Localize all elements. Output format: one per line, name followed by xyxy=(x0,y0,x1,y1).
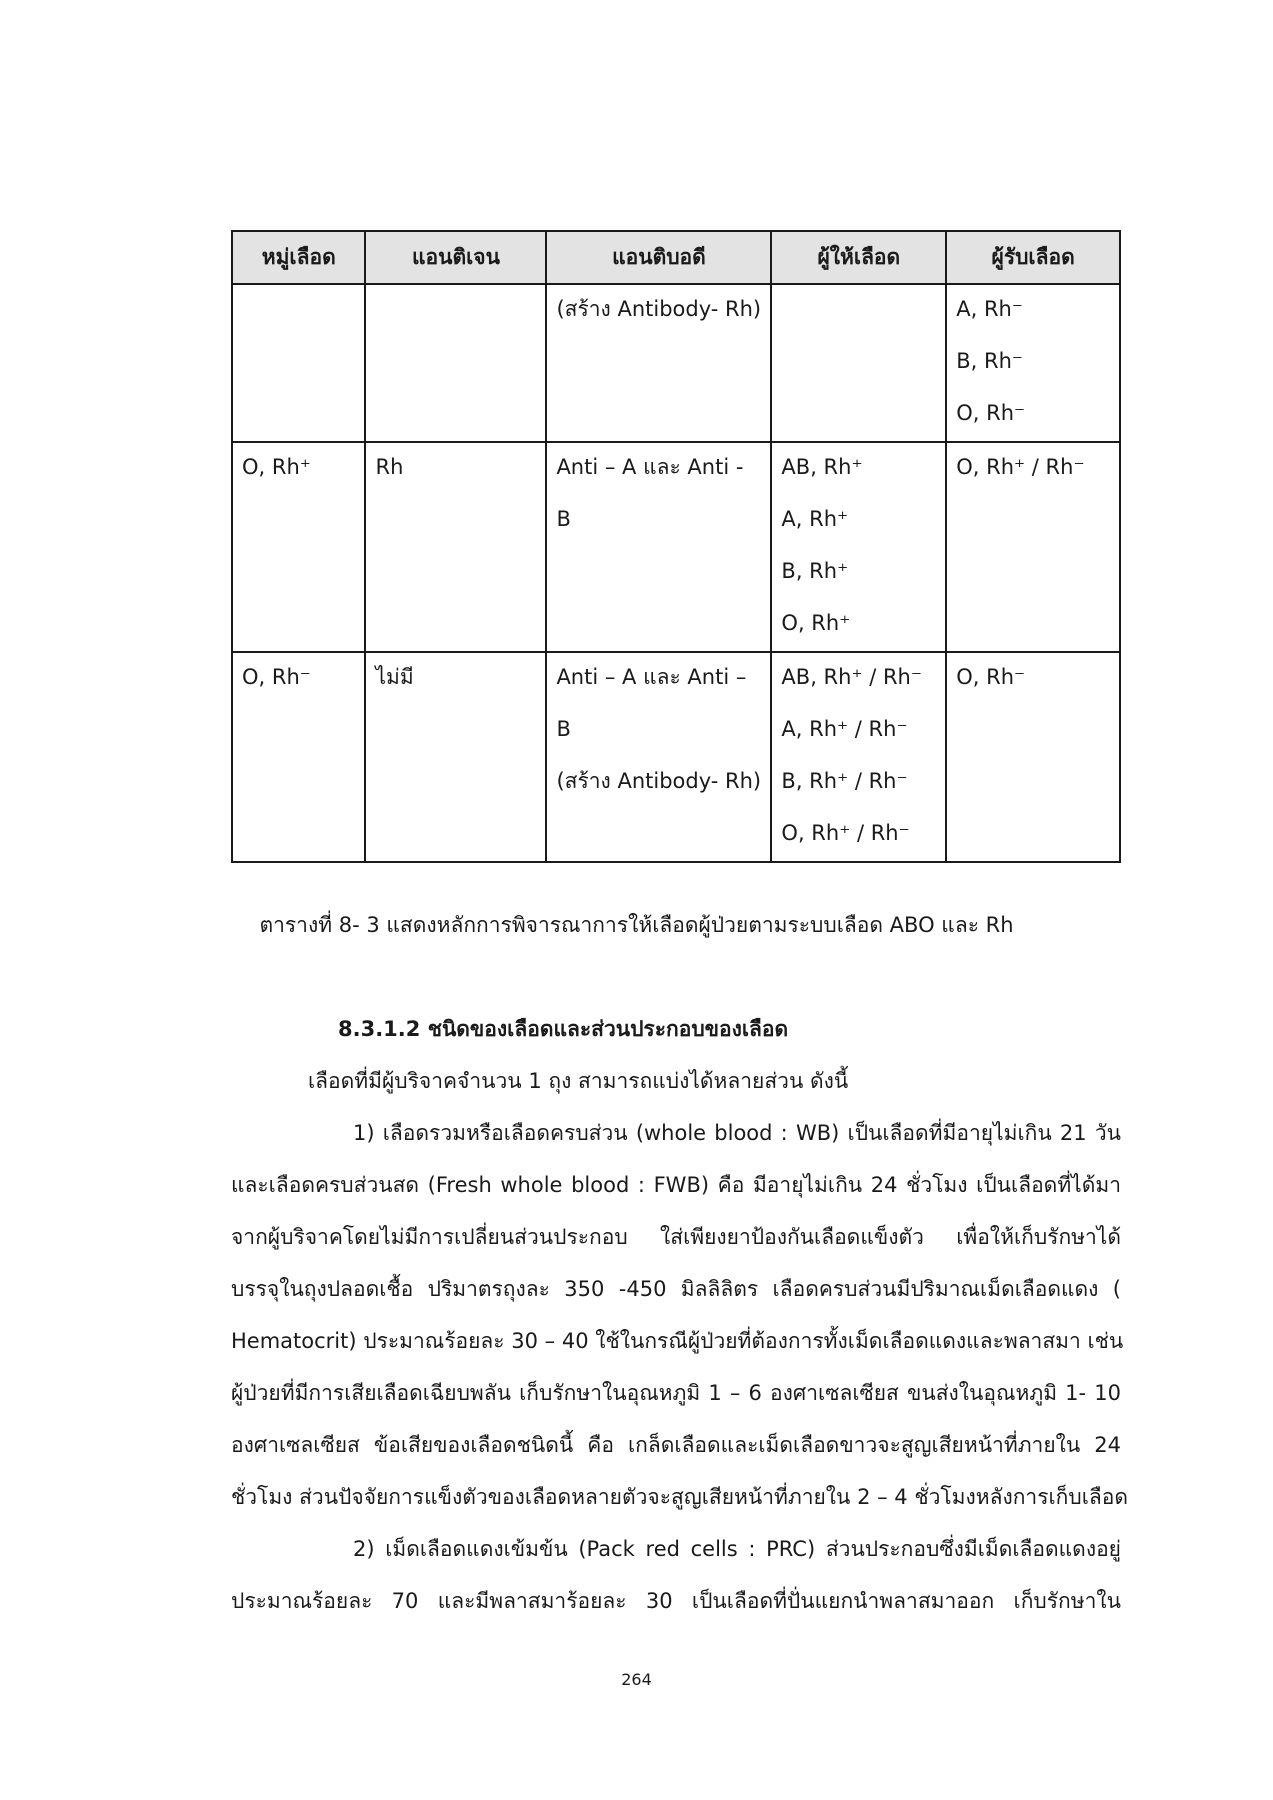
paragraph-line: 1) เลือดรวมหรือเลือดครบส่วน (whole blood : WB) เป็นเลือดที่มีอายุไม่เกิน 21 วัน xyxy=(353,1121,1121,1145)
header-donor: ผู้ให้เลือด xyxy=(771,231,946,284)
paragraph-line: Hematocrit) ประมาณร้อยละ 30 – 40 ใช้ในกรณีผู้ป่วยที่ต้องการทั้งเม็ดเลือดแดงและพลาสมา เช่น xyxy=(231,1329,1124,1353)
paragraph-line: จากผู้บริจาคโดยไม่มีการเปลี่ยนส่วนประกอบ ใส่เพียงยาป้องกันเลือดแข็งตัว เพื่อให้เก็บรักษาได้ xyxy=(231,1225,1121,1249)
cell-antigen xyxy=(365,652,546,862)
cell-antibody xyxy=(546,442,771,652)
cell-line: O, Rh⁻ xyxy=(956,401,1026,425)
cell-recipient xyxy=(946,442,1120,652)
cell-line: A, Rh⁺ xyxy=(781,507,849,531)
blood-compatibility-table xyxy=(231,230,1121,863)
table-row xyxy=(232,442,1120,652)
cell-antigen xyxy=(365,442,546,652)
paragraph-line: ผู้ป่วยที่มีการเสียเลือดเฉียบพลัน เก็บรักษาในอุณหภูมิ 1 – 6 องศาเซลเซียส ขนส่งในอุณหภูมิ 1- 10 xyxy=(231,1381,1121,1405)
cell-line: (สร้าง Antibody- Rh) xyxy=(556,297,762,321)
header-blood-group: หมู่เลือด xyxy=(232,231,365,284)
cell-line: O, Rh⁻ xyxy=(242,665,311,689)
cell-line: A, Rh⁻ xyxy=(956,297,1023,321)
cell-line: O, Rh⁺ / Rh⁻ xyxy=(781,821,910,845)
cell-antibody xyxy=(546,284,771,442)
paragraph-line: ประมาณร้อยละ 70 และมีพลาสมาร้อยละ 30 เป็นเลือดที่ปั่นแยกนำพลาสมาออก เก็บรักษาใน xyxy=(231,1589,1121,1613)
cell-line: B xyxy=(556,717,571,741)
paragraph-line: และเลือดครบส่วนสด (Fresh whole blood : FWB) คือ มีอายุไม่เกิน 24 ชั่วโมง เป็นเลือดที่ได้มา xyxy=(231,1173,1121,1197)
table-row xyxy=(232,284,1120,442)
cell-line: B, Rh⁺ xyxy=(781,559,849,583)
cell-line: Anti – A และ Anti - xyxy=(556,455,744,479)
paragraph-line: 2) เม็ดเลือดแดงเข้มข้น (Pack red cells : PRC) ส่วนประกอบซึ่งมีเม็ดเลือดแดงอยู่ xyxy=(353,1537,1121,1561)
cell-line: (สร้าง Antibody- Rh) xyxy=(556,769,762,793)
cell-group xyxy=(232,652,365,862)
paragraph-line: บรรจุในถุงปลอดเชื้อ ปริมาตรถุงละ 350 -450 มิลลิลิตร เลือดครบส่วนมีปริมาณเม็ดเลือดแดง ( xyxy=(231,1277,1121,1301)
intro-line: เลือดที่มีผู้บริจาคจำนวน 1 ถุง สามารถแบ่งได้หลายส่วน ดังนี้ xyxy=(308,1069,849,1093)
cell-line: B, Rh⁺ / Rh⁻ xyxy=(781,769,908,793)
cell-antibody xyxy=(546,652,771,862)
page-number: 264 xyxy=(621,1670,652,1689)
cell-line: AB, Rh⁺ / Rh⁻ xyxy=(781,665,922,689)
cell-line: B, Rh⁻ xyxy=(956,349,1023,373)
cell-line: B xyxy=(556,507,571,531)
cell-line: O, Rh⁺ / Rh⁻ xyxy=(956,455,1085,479)
header-antibody: แอนติบอดี xyxy=(546,231,771,284)
cell-line: O, Rh⁺ xyxy=(781,611,851,635)
cell-antigen xyxy=(365,284,546,442)
cell-line: Anti – A และ Anti – xyxy=(556,665,747,689)
cell-line: A, Rh⁺ / Rh⁻ xyxy=(781,717,908,741)
section-heading: 8.3.1.2 ชนิดของเลือดและส่วนประกอบของเลือด xyxy=(338,1017,789,1041)
header-antigen: แอนติเจน xyxy=(365,231,546,284)
table-row xyxy=(232,652,1120,862)
cell-donor xyxy=(771,284,946,442)
cell-donor xyxy=(771,652,946,862)
cell-recipient xyxy=(946,652,1120,862)
header-recipient: ผู้รับเลือด xyxy=(946,231,1120,284)
cell-line: O, Rh⁺ xyxy=(242,455,311,479)
cell-group xyxy=(232,442,365,652)
cell-line: ไม่มี xyxy=(375,665,414,689)
cell-recipient xyxy=(946,284,1120,442)
table-header-row xyxy=(232,231,1120,284)
cell-donor xyxy=(771,442,946,652)
cell-line: Rh xyxy=(375,455,404,479)
table-caption: ตารางที่ 8- 3 แสดงหลักการพิจารณาการให้เลือดผู้ป่วยตามระบบเลือด ABO และ Rh xyxy=(259,913,1014,937)
paragraph-line: องศาเซลเซียส ข้อเสียของเลือดชนิดนี้ คือ เกล็ดเลือดและเม็ดเลือดขาวจะสูญเสียหน้าที่ภายใน 24 xyxy=(231,1433,1121,1457)
paragraph-line: ชั่วโมง ส่วนปัจจัยการแข็งตัวของเลือดหลายตัวจะสูญเสียหน้าที่ภายใน 2 – 4 ชั่วโมงหลังการเก็บเลือด xyxy=(231,1485,1129,1509)
cell-group xyxy=(232,284,365,442)
cell-line: AB, Rh⁺ xyxy=(781,455,863,479)
cell-line: O, Rh⁻ xyxy=(956,665,1026,689)
